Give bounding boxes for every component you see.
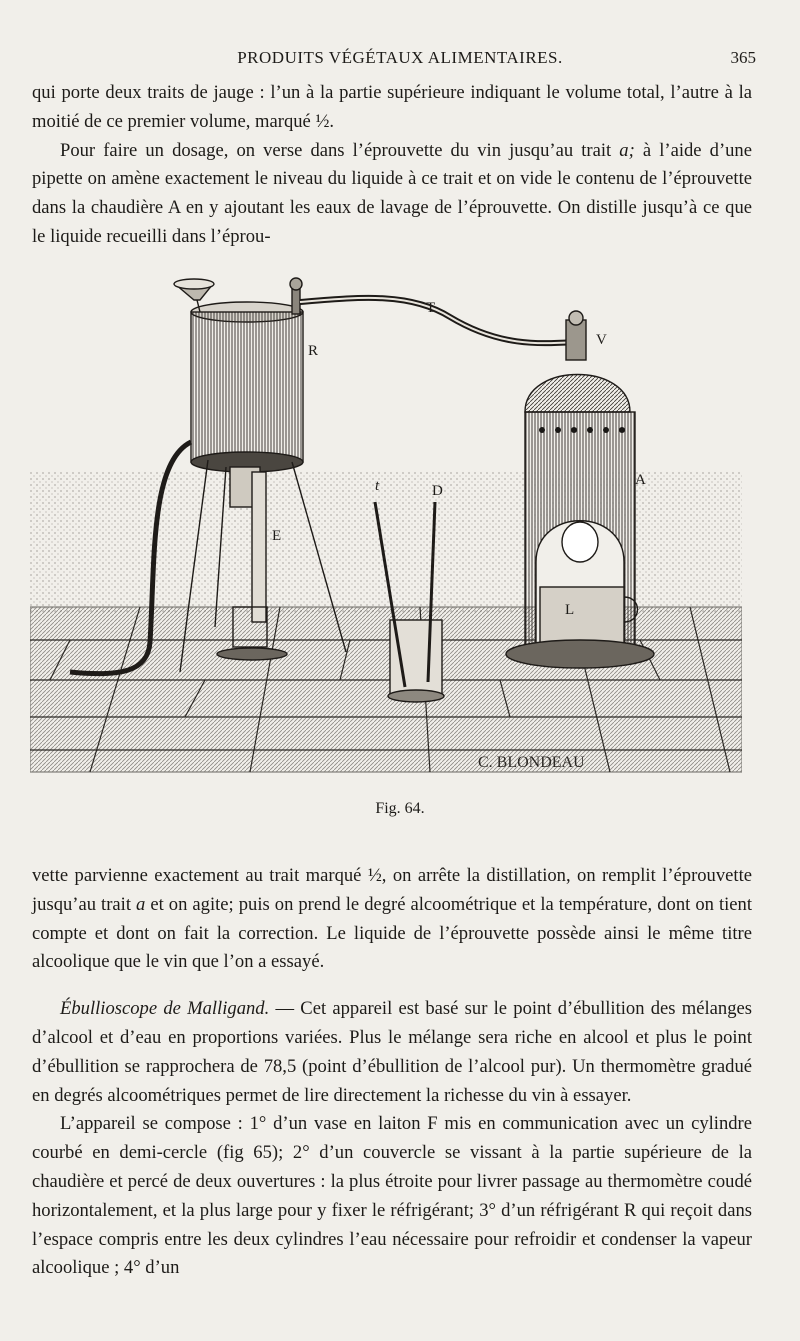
- label-T: T: [426, 300, 436, 316]
- label-V: V: [596, 332, 607, 348]
- dosage-text-end: à l’aide d’une pipette on amène exactement le niveau du liquide à ce trait et on vide le contenu de l’éprouvette dans la chaudière A en y ajoutant les eaux de lavage de l’éprouvette. On distille jusqu’à ce que le liquide recueilli dans l’éprou-: [32, 139, 752, 247]
- label-L: L: [565, 602, 575, 618]
- paragraph-continuation: qui porte deux traits de jauge : l’un à la partie supérieure indiquant le volume total, l’autre à la moitié de ce premier volume, marqué ½.: [32, 82, 752, 132]
- distillation-text-start: vette parvienne exactement au trait marqué ½, on arrête la distillation, on remplit l’éprouvette jusqu’au trait: [32, 865, 752, 915]
- figure-caption: Fig. 64.: [375, 800, 425, 817]
- distillation-text-end: et on agite; puis on prend le degré alcoométrique et la température, dont on tient compte et dont on fait la correction. Le liquide de l’éprouvette possède ainsi le même titre alcoolique que le vin que l’on a essayé.: [32, 893, 752, 973]
- label-t: t: [375, 478, 380, 494]
- engraver-signature: C. BLONDEAU: [478, 754, 585, 771]
- label-R: R: [308, 343, 319, 359]
- dosage-italic-mark: a;: [619, 139, 635, 161]
- page-number: 365: [730, 48, 756, 67]
- distillation-apparatus-illustration: [30, 262, 742, 777]
- paragraph-apparatus-composition: L’appareil se compose : 1° d’un vase en laiton F mis en communication avec un cylindre courbé en demi-cercle (fig 65); 2° d’un couvercle se vissant à la partie supérieure de la chaudière et percé de deux ouvertures : la plus étroite pour livrer passage au thermomètre coudé horizontalement, et la plus large pour y fixer le réfrigérant; 3° d’un réfrigérant R qui reçoit dans l’espace compris entre les deux cylindres l’eau nécessaire pour refroidir et condenser la vapeur alcoolique ; 4° d’un: [32, 1113, 752, 1279]
- dosage-text-start: Pour faire un dosage, on verse dans l’éprouvette du vin jusqu’au trait: [60, 139, 620, 161]
- top-text-block: [32, 79, 752, 252]
- running-title: PRODUITS VÉGÉTAUX ALIMENTAIRES.: [237, 48, 563, 67]
- label-A: A: [635, 472, 646, 488]
- bottom-text-block: [32, 862, 752, 1283]
- paragraph-distillation-end: [32, 862, 752, 977]
- paragraph-ebullioscope: [32, 995, 752, 1110]
- label-E: E: [272, 528, 282, 544]
- distillation-italic-mark: a: [136, 893, 146, 915]
- label-D: D: [432, 483, 443, 499]
- boiler-A: [506, 311, 654, 668]
- paragraph-dosage: [32, 137, 752, 252]
- figure-64-engraving: [30, 262, 742, 777]
- ebullioscope-text: — Cet appareil est basé sur le point d’ébullition des mélanges d’alcool et d’eau en proportions variées. Plus le mélange sera riche en alcool et plus le point d’ébullition se rapprochera de 78,5 (point d’ébullition de l’alcool pur). Un thermomètre gradué en degrés alcoométriques permet de lire directement la richesse du vin à essayer.: [32, 998, 752, 1106]
- pipe-highlight: [300, 298, 575, 343]
- running-head: [0, 48, 800, 72]
- ebullioscope-heading: Ébullioscope de Malligand.: [60, 998, 270, 1020]
- connecting-pipe-T: [300, 298, 575, 343]
